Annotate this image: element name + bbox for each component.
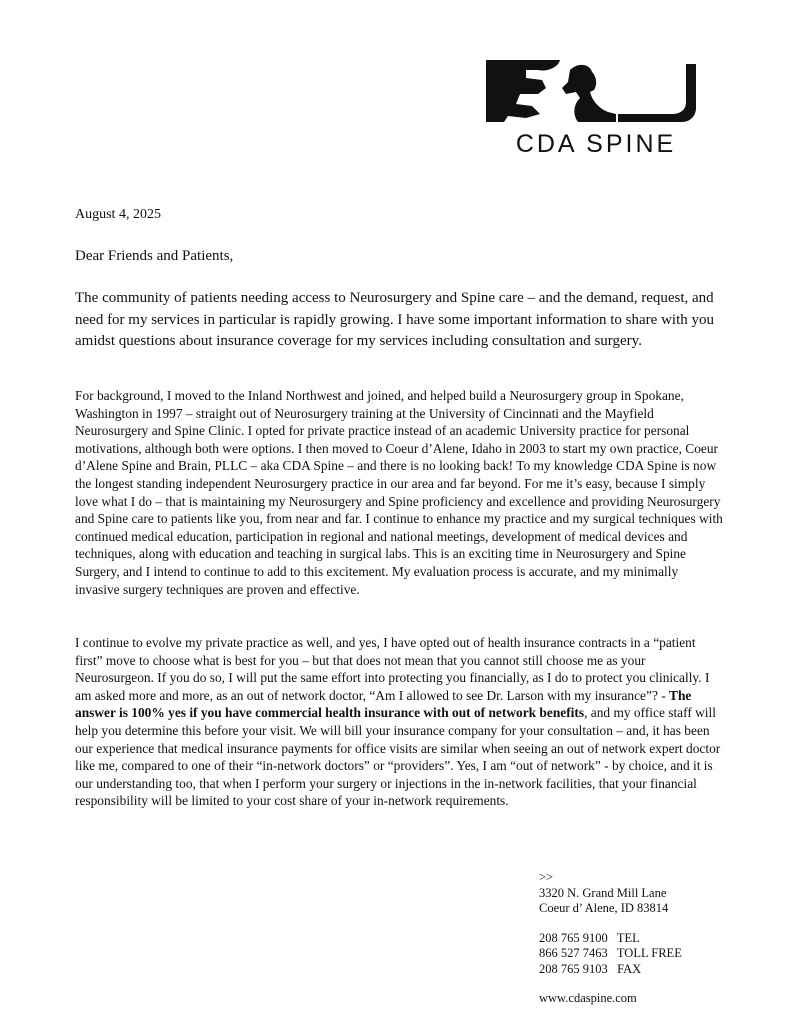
intro-paragraph: The community of patients needing access to Neurosurgery and Spine care – and the demand, request, and need for my services in particular is rapidly growing. I have some important information to share with you amidst questions about insurance coverage for my services including consultation and surgery. bbox=[75, 290, 715, 349]
website-link[interactable]: www.cdaspine.com bbox=[539, 991, 637, 1005]
cda-spine-logo bbox=[486, 58, 706, 168]
address-city: Coeur d’ Alene, ID 83814 bbox=[539, 901, 669, 915]
letter-salutation: Dear Friends and Patients, bbox=[75, 248, 234, 264]
insurance-text-part1: I continue to evolve my private practice as well, and yes, I have opted out of health insurance contracts in a “patient first” move to choose what is best for you – but that does not mean that you cannot still choose me as your Neurosurgeon. If you do so, I will put the same effort into protecting you financially, as I do to protect you clinically. I am asked more and more, as an out of network doctor, “Am I allowed to see Dr. Larson with my insurance”? - bbox=[75, 635, 710, 703]
insurance-text-part2: , and my office staff will help you determine this before your visit. We will bill your insurance company for your consultation – and, it has been our experience that medical insurance payments for office visits are similar when seeing an out of network expert doctor like me, compared to one of their “in-network doctors” or “providers”. Yes, I am “out of network” - by choice, and it is our understanding too, that when I perform your surgery or injections in the in-network facilities, that your financial responsibility will be limited to your cost share of your in-network requirements. bbox=[75, 705, 721, 809]
phone-toll-free: 866 527 7463 TOLL FREE bbox=[539, 946, 682, 960]
insurance-bold-statement: The answer is 100% yes if you have commercial health insurance with out of network benefits bbox=[75, 687, 692, 721]
logo-mark-icon bbox=[486, 58, 706, 128]
background-paragraph: For background, I moved to the Inland Northwest and joined, and helped build a Neurosurgery group in Spokane, Washington in 1997 – straight out of Neurosurgery training at the University of Cincinnati and the Mayfield Neurosurgery and Spine Clinic. I opted for private practice instead of an academic University practice for personal motivations, although both were options. I then moved to Coeur d’Alene, Idaho in 2003 to start my own practice, Coeur d’Alene Spine and Brain, PLLC – aka CDA Spine – and there is no looking back! To my knowledge CDA Spine is now the longest standing independent Neurosurgery practice in our area and far beyond. For me it’s easy, because I simply love what I do – that is maintaining my Neurosurgery and Spine proficiency and excellence and providing Neurosurgery and Spine care to patients like you, from near and far. I continue to enhance my practice and my surgical techniques with continued medical education, participation in regional and national meetings, development of medical devices and techniques, along with education and teaching in surgical labs. This is an exciting time in Neurosurgery and Spine Surgery, and I intend to continue to add to this excitement. My evaluation process is accurate, and my minimally invasive surgery techniques are proven and effective. bbox=[75, 388, 723, 597]
address-street: 3320 N. Grand Mill Lane bbox=[539, 885, 667, 900]
phone-fax: 208 765 9103 FAX bbox=[539, 961, 642, 976]
phone-tel: 208 765 9100 TEL bbox=[539, 930, 640, 945]
contact-block bbox=[539, 870, 682, 1007]
insurance-paragraph bbox=[75, 634, 725, 810]
logo-text: CDA SPINE bbox=[515, 130, 677, 158]
letter-date: August 4, 2025 bbox=[75, 207, 161, 222]
contact-marker: >> bbox=[539, 870, 554, 884]
